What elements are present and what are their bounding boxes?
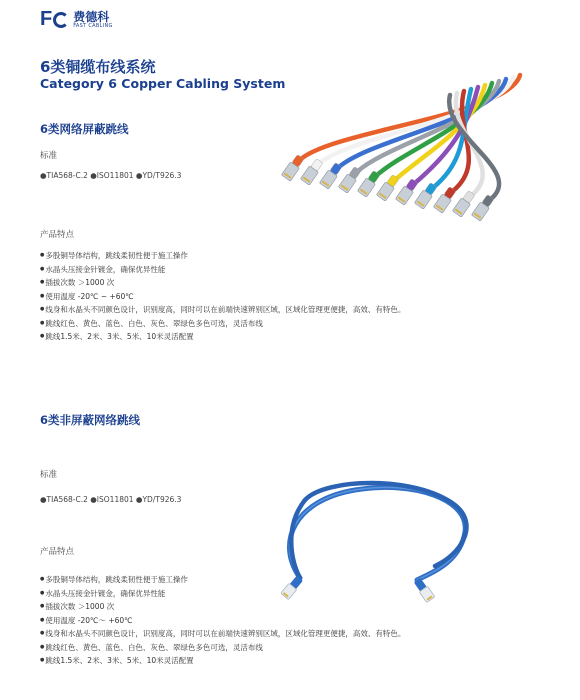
list-item: ● 使用温度 -20℃～ +60℃: [40, 614, 405, 628]
list-item: ● 插拔次数 ＞1000 次: [40, 600, 405, 614]
logo-name-cn: 费德科: [73, 9, 110, 24]
list-item: ● 跳线红色、黄色、蓝色、白色、灰色、翠绿色多色可选，灵活布线: [40, 641, 405, 655]
list-item: ● 线身和水晶头不同颜色设计，识别度高，同时可以在前端快速辨别区域，区域化管理更便捷，高效、有特色。: [40, 627, 405, 641]
section-title-unshielded: 6类非屏蔽网络跳线: [40, 413, 141, 427]
standards-list: ●TIA568-C.2 ●ISO11801 ●YD/T926.3: [40, 495, 182, 504]
list-item: ● 水晶头压接金针镀金，确保优异性能: [40, 587, 405, 601]
unshielded-patch-cord-photo: [255, 470, 485, 615]
standard-label: 标准: [40, 470, 58, 480]
features-label: 产品特点: [40, 547, 75, 557]
shielded-patch-cords-photo: [265, 70, 535, 235]
logo-mark: F: [40, 8, 69, 31]
list-item: ● 跳线红色、黄色、蓝色、白色、灰色、翠绿色多色可选，灵活布线: [40, 317, 405, 331]
list-item: ● 使用温度 -20℃ ~ +60℃: [40, 290, 405, 304]
brand-logo: [40, 8, 113, 31]
list-item: ● 插拔次数 ＞1000 次: [40, 276, 405, 290]
standard-label: 标准: [40, 151, 58, 161]
list-item: ● 线身和水晶头不同颜色设计，识别度高，同时可以在前端快速辨别区域，区域化管理更便捷，高效、有特色。: [40, 303, 405, 317]
page-title-en: Category 6 Copper Cabling System: [40, 76, 286, 91]
features-label: 产品特点: [40, 230, 75, 240]
list-item: ● 水晶头压接金针镀金，确保优异性能: [40, 263, 405, 277]
standards-list: ●TIA568-C.2 ●ISO11801 ●YD/T926.3: [40, 171, 182, 180]
list-item: ● 多股铜导体结构，跳线柔韧性便于施工操作: [40, 249, 405, 263]
list-item: ● 跳线1.5米、2米、3米、5米、10米灵活配置: [40, 654, 405, 668]
features-list: [40, 249, 405, 344]
logo-name-en: FAST CABLING: [73, 22, 113, 29]
page-title-cn: 6类铜缆布线系统: [40, 58, 156, 76]
list-item: ● 多股铜导体结构，跳线柔韧性便于施工操作: [40, 573, 405, 587]
section-title-shielded: 6类网络屏蔽跳线: [40, 122, 129, 136]
list-item: ● 跳线1.5米、2米、3米、5米、10米灵活配置: [40, 330, 405, 344]
